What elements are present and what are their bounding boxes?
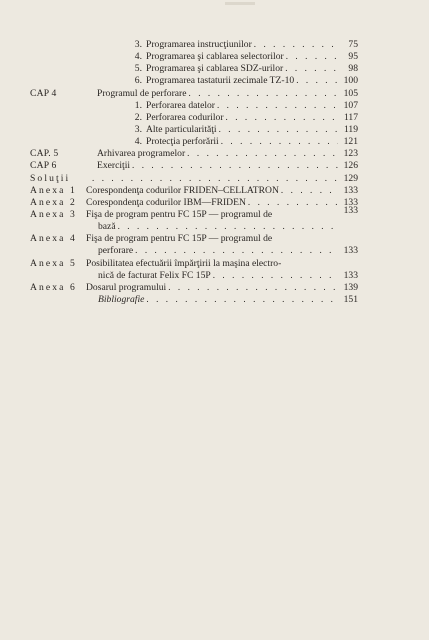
- table-of-contents: [30, 38, 358, 305]
- toc-entry: [30, 159, 358, 171]
- toc-entry: [30, 111, 358, 123]
- toc-title: Arhivarea programelor: [97, 148, 186, 160]
- toc-entry: [30, 232, 358, 244]
- dot-leader: [254, 38, 338, 50]
- toc-page: 133: [343, 184, 358, 196]
- toc-page: 119: [343, 123, 358, 135]
- toc-number: 1.: [134, 99, 142, 111]
- toc-page: 98: [348, 63, 358, 75]
- toc-page: 121: [343, 136, 358, 148]
- toc-label: CAP 6: [30, 160, 57, 172]
- toc-page: 95: [348, 51, 358, 63]
- toc-entry: [30, 293, 358, 305]
- toc-title: Protecţia perforării: [146, 136, 219, 148]
- toc-title: Programarea şi cablarea SDZ-urilor: [146, 63, 284, 75]
- toc-label: Anexa 4: [30, 233, 77, 245]
- dot-leader: [213, 269, 338, 281]
- toc-entry: [30, 38, 358, 50]
- page-edge-mark: [225, 2, 255, 5]
- toc-entry: [30, 257, 358, 269]
- toc-label: CAP. 5: [30, 148, 59, 160]
- toc-page: 100: [343, 75, 358, 87]
- toc-entry: [30, 281, 358, 293]
- toc-entry: [30, 269, 358, 281]
- toc-number: 3.: [134, 123, 142, 135]
- toc-entry: [30, 244, 358, 256]
- dot-leader: [217, 99, 338, 111]
- toc-entry: [30, 184, 358, 196]
- toc-title: Programul de perforare: [97, 87, 187, 99]
- toc-title: Perforarea datelor: [146, 99, 215, 111]
- dot-leader: [286, 50, 338, 62]
- dot-leader: [132, 159, 338, 171]
- toc-label: Anexa 5: [30, 257, 77, 269]
- toc-title: Corespondenţa codurilor IBM—FRIDEN: [86, 196, 246, 208]
- toc-number: 3.: [134, 39, 142, 50]
- toc-entry: [30, 123, 358, 135]
- toc-label: Anexa 3: [30, 208, 77, 220]
- toc-title: bază: [98, 221, 116, 233]
- toc-number: 4.: [134, 51, 142, 63]
- toc-entry: [30, 99, 358, 111]
- toc-page: 133: [343, 269, 358, 281]
- toc-page: 75: [348, 39, 358, 50]
- dot-leader: [285, 62, 338, 74]
- toc-title: Exerciţii: [97, 160, 131, 172]
- toc-page: 133: [343, 196, 358, 208]
- toc-page: 107: [343, 99, 358, 111]
- toc-title: Dosarul programului: [86, 281, 167, 293]
- toc-title: Fişa de program pentru FC 15P — programul de: [86, 208, 273, 220]
- toc-title: Alte particularităţi: [146, 123, 217, 135]
- toc-page: 123: [343, 148, 358, 160]
- dot-leader: [221, 135, 338, 147]
- toc-title: Fişa de program pentru FC 15P — programul de: [86, 233, 273, 245]
- toc-number: 5.: [134, 63, 142, 75]
- toc-number: 4.: [134, 136, 142, 148]
- dot-leader: [226, 111, 338, 123]
- toc-entry: [30, 50, 358, 62]
- toc-title: Programarea instrucţiunilor: [146, 39, 252, 50]
- toc-title: Bibliografie: [98, 293, 145, 305]
- dot-leader: [189, 87, 338, 99]
- toc-page: 133: [343, 204, 358, 216]
- toc-page: 105: [343, 87, 358, 99]
- toc-title: Programarea tastaturii zecimale TZ-10: [146, 75, 295, 87]
- toc-label: Anexa 2: [30, 196, 77, 208]
- toc-entry: [30, 135, 358, 147]
- toc-entry: [30, 172, 358, 184]
- toc-title: Programarea şi cablarea selectorilor: [146, 51, 284, 63]
- toc-number: 6.: [134, 75, 142, 87]
- toc-entry: [30, 196, 358, 208]
- dot-leader: [281, 184, 338, 196]
- toc-entry: [30, 62, 358, 74]
- dot-leader: [135, 244, 338, 256]
- toc-label: Anexa 1: [30, 184, 77, 196]
- dot-leader: [219, 123, 338, 135]
- toc-label: CAP 4: [30, 87, 57, 99]
- toc-title: perforare: [98, 245, 134, 257]
- toc-page: 139: [343, 281, 358, 293]
- toc-entry: [30, 220, 358, 232]
- dot-leader: [146, 293, 338, 305]
- toc-page: 126: [343, 160, 358, 172]
- toc-entry: [30, 204, 358, 220]
- dot-leader: [118, 220, 338, 232]
- toc-title: nică de facturat Felix FC 15P: [98, 269, 211, 281]
- toc-title: Posibilitatea efectuării împărţirii la maşina electro-: [86, 257, 282, 269]
- toc-title: Perforarea codurilor: [146, 111, 224, 123]
- toc-page: 129: [343, 172, 358, 184]
- dot-leader: [187, 147, 338, 159]
- toc-page: 133: [343, 245, 358, 257]
- dot-leader: [248, 196, 338, 208]
- toc-number: 2.: [134, 111, 142, 123]
- toc-label: Anexa 6: [30, 281, 77, 293]
- toc-entry: [30, 147, 358, 159]
- dot-leader: [296, 74, 338, 86]
- dot-leader: [92, 172, 338, 184]
- toc-label: Soluţii: [30, 172, 71, 184]
- toc-page: 117: [343, 111, 358, 123]
- toc-entry: [30, 87, 358, 99]
- toc-entry: [30, 74, 358, 86]
- toc-title: Corespondenţa codurilor FRIDEN–CELLATRON: [86, 184, 279, 196]
- dot-leader: [168, 281, 338, 293]
- toc-page: 151: [343, 293, 358, 305]
